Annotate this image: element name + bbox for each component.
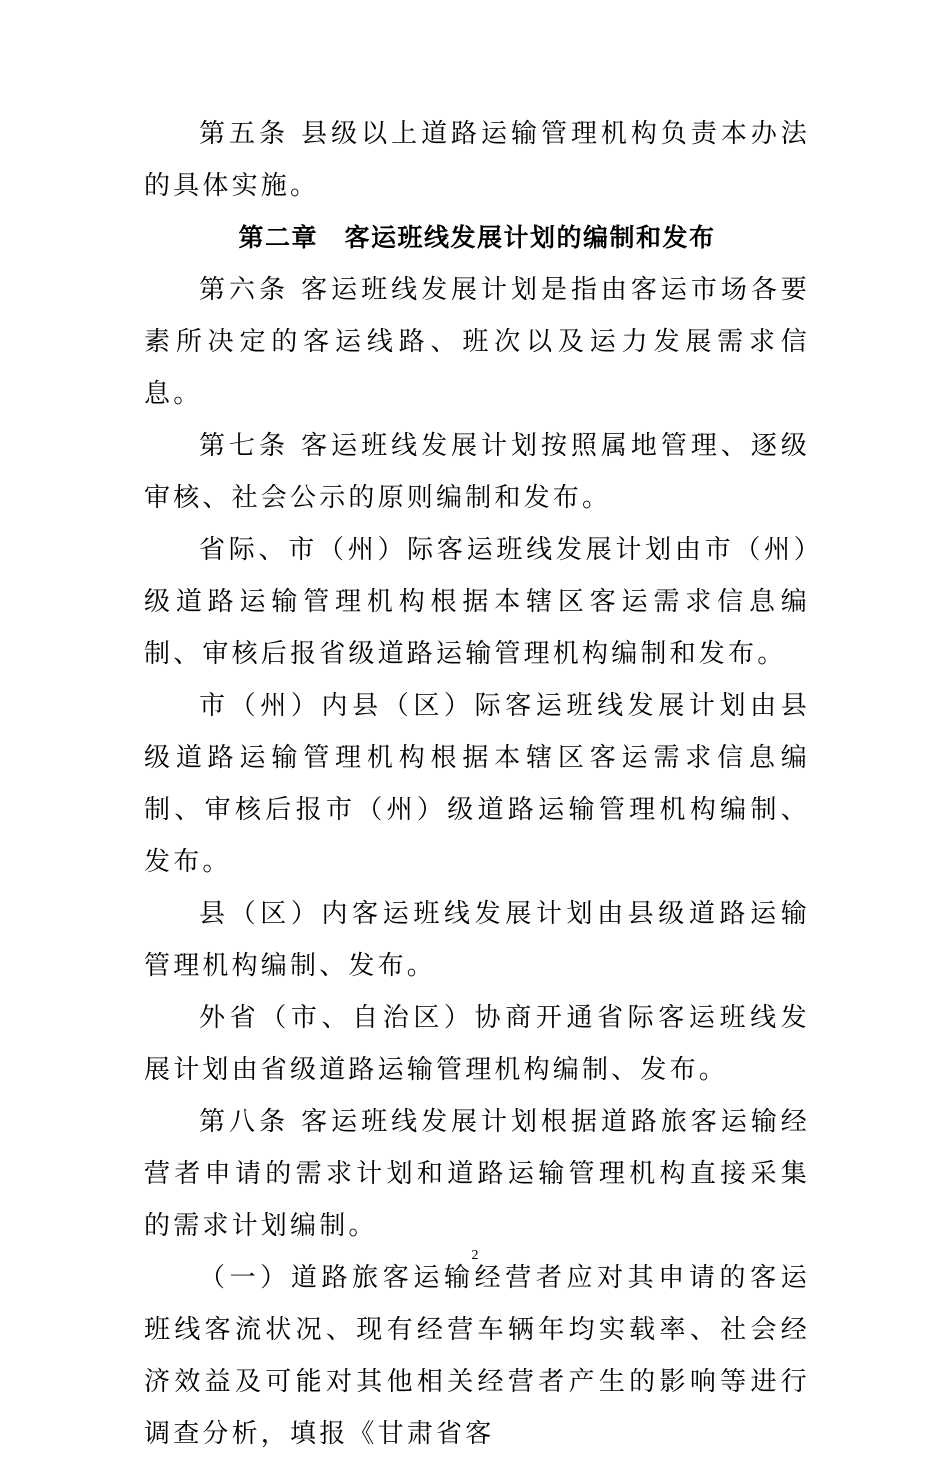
page-number: 2 <box>471 1248 479 1263</box>
chapter-heading: 第二章 客运班线发展计划的编制和发布 <box>238 223 716 252</box>
provincial-plan-paragraph: 省际、市（州）际客运班线发展计划由市（州）级道路运输管理机构根据本辖区客运需求信息编制、审核后报省级道路运输管理机构编制和发布。 <box>144 535 810 669</box>
external-province-plan-paragraph: 外省（市、自治区）协商开通省际客运班线发展计划由省级道路运输管理机构编制、发布。 <box>144 1003 810 1085</box>
county-intercity-plan-paragraph: 市（州）内县（区）际客运班线发展计划由县级道路运输管理机构根据本辖区客运需求信息编制、审核后报市（州）级道路运输管理机构编制、发布。 <box>144 691 810 877</box>
article-6-paragraph: 第六条 客运班线发展计划是指由客运市场各要素所决定的客运线路、班次以及运力发展需求信息。 <box>144 275 810 409</box>
article-5-paragraph: 第五条 县级以上道路运输管理机构负责本办法的具体实施。 <box>144 119 810 201</box>
article-7-paragraph: 第七条 客运班线发展计划按照属地管理、逐级审核、社会公示的原则编制和发布。 <box>144 431 810 513</box>
clause-1-paragraph: （一）道路旅客运输经营者应对其申请的客运班线客流状况、现有经营车辆年均实载率、社会经济效益及可能对其他相关经营者产生的影响等进行调查分析，填报《甘肃省客 <box>144 1263 810 1449</box>
article-8-paragraph: 第八条 客运班线发展计划根据道路旅客运输经营者申请的需求计划和道路运输管理机构直接采集的需求计划编制。 <box>144 1107 810 1241</box>
county-internal-plan-paragraph: 县（区）内客运班线发展计划由县级道路运输管理机构编制、发布。 <box>144 899 810 981</box>
